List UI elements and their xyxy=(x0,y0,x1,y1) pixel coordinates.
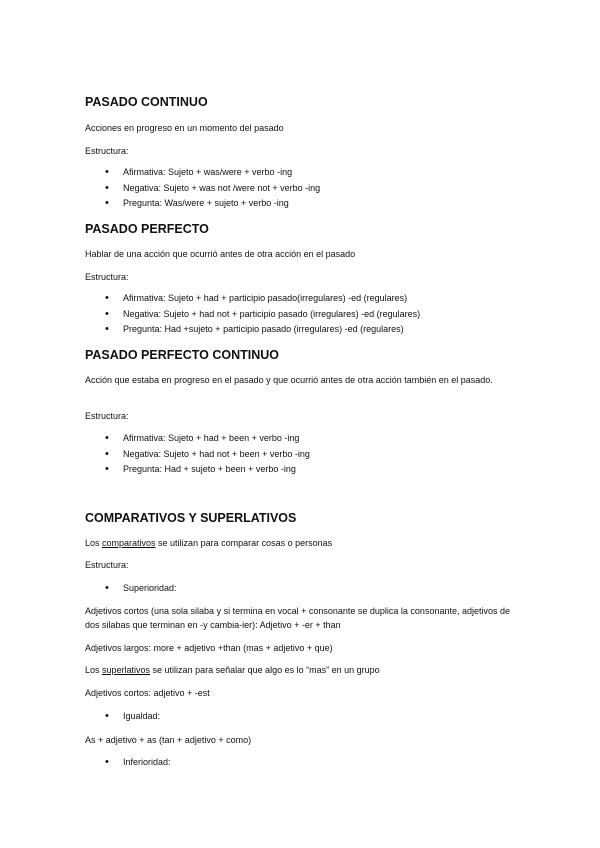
list-inferioridad xyxy=(85,755,515,771)
list-item: • Afirmativa: Sujeto + had + been + verbo -ing xyxy=(85,431,515,447)
desc-pasado-perfecto: Hablar de una acción que ocurrió antes de otra acción en el pasado xyxy=(85,249,356,259)
adjetivos-cortos-est: Adjetivos cortos: adjetivo + -est xyxy=(85,688,210,698)
list-item: • Negativa: Sujeto + had not + participio pasado (irregulares) -ed (regulares) xyxy=(85,307,515,323)
list-item: • Pregunta: Had +sujeto + participio pasado (irregulares) -ed (regulares) xyxy=(85,322,515,338)
list-item: • Negativa: Sujeto + had not + been + verbo -ing xyxy=(85,447,515,463)
list-item: • Afirmativa: Sujeto + had + participio pasado(irregulares) -ed (regulares) xyxy=(85,291,515,307)
adjetivos-largos: Adjetivos largos: more + adjetivo +than (mas + adjetivo + que) xyxy=(85,643,333,653)
estructura-label: Estructura: xyxy=(85,560,129,570)
heading-pasado-continuo: PASADO CONTINUO xyxy=(85,95,208,109)
list-pasado-continuo xyxy=(85,165,515,212)
list-item: • Afirmativa: Sujeto + was/were + verbo -ing xyxy=(85,165,515,181)
list-item: • Pregunta: Was/were + sujeto + verbo -ing xyxy=(85,196,515,212)
comparativos-link-text: comparativos xyxy=(102,538,156,548)
estructura-label: Estructura: xyxy=(85,411,129,421)
superlativos-link-text: superlativos xyxy=(102,665,151,675)
list-item: • Inferioridad: xyxy=(85,755,515,771)
desc-comparativos: Los comparativos se utilizan para comparar cosas o personas xyxy=(85,538,333,548)
desc-pasado-continuo: Acciones en progreso en un momento del pasado xyxy=(85,123,284,133)
list-item: • Superioridad: xyxy=(85,581,515,597)
adjetivos-cortos: Adjetivos cortos (una sola silaba y si termina en vocal + consonante se duplica la consonante, adjetivos de dos silabas que terminan en -y cambia-ier): Adjetivo + -er + than xyxy=(85,606,510,630)
heading-pasado-perfecto-continuo: PASADO PERFECTO CONTINUO xyxy=(85,348,279,362)
heading-pasado-perfecto: PASADO PERFECTO xyxy=(85,222,209,236)
list-pasado-perfecto-continuo xyxy=(85,431,515,478)
estructura-label: Estructura: xyxy=(85,146,129,156)
list-igualdad xyxy=(85,709,515,725)
desc-superlativos: Los superlativos se utilizan para señalar que algo es lo “mas” en un grupo xyxy=(85,665,380,675)
list-item: • Pregunta: Had + sujeto + been + verbo -ing xyxy=(85,462,515,478)
list-item: • Negativa: Sujeto + was not /were not + verbo -ing xyxy=(85,181,515,197)
list-item: • Igualdad: xyxy=(85,709,515,725)
list-pasado-perfecto xyxy=(85,291,515,338)
heading-comparativos: COMPARATIVOS Y SUPERLATIVOS xyxy=(85,511,297,525)
as-adjetivo-as: As + adjetivo + as (tan + adjetivo + como) xyxy=(85,735,252,745)
list-superioridad xyxy=(85,581,515,597)
desc-pasado-perfecto-continuo: Acción que estaba en progreso en el pasado y que ocurrió antes de otra acción también en el pasado. xyxy=(85,375,493,385)
estructura-label: Estructura: xyxy=(85,272,129,282)
